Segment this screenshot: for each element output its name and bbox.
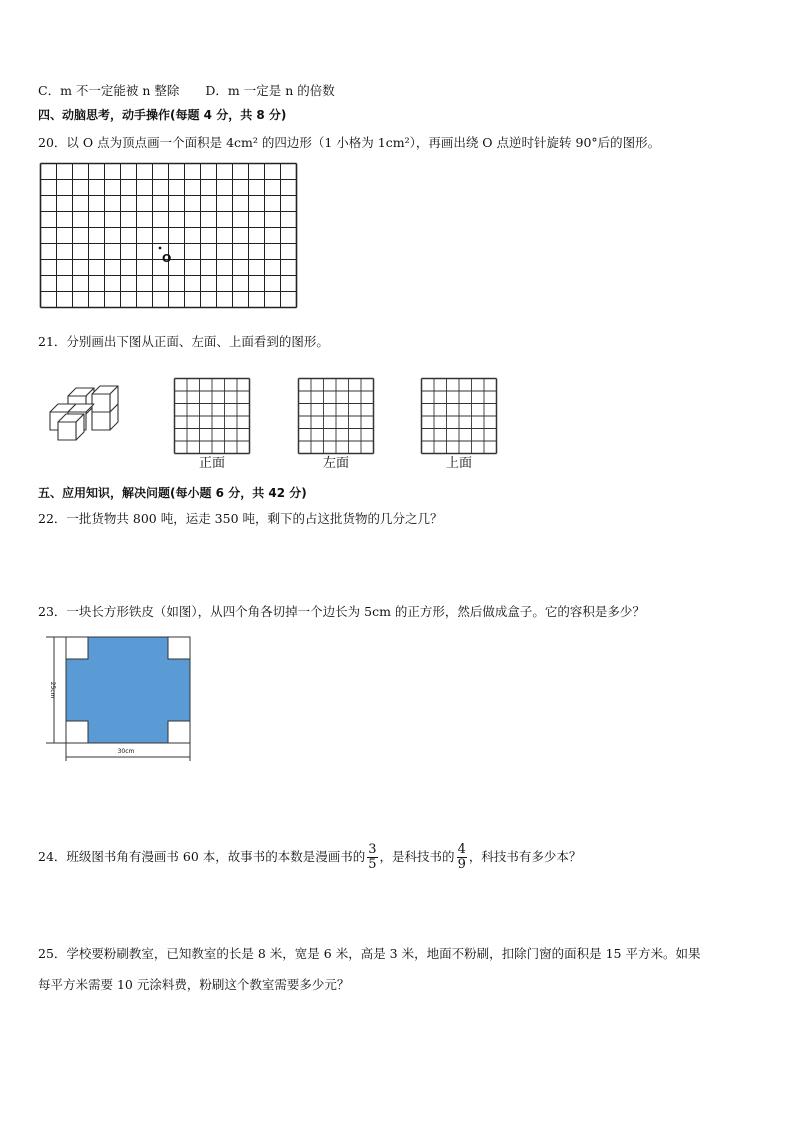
q20-grid bbox=[40, 163, 300, 319]
top-view-grid bbox=[421, 378, 497, 454]
cut-corner-bottom-right bbox=[168, 721, 190, 743]
q24-part2: ，是科技书的 bbox=[379, 849, 455, 864]
question-25-line-2: 每平方米需要 10 元涂料费，粉刷这个教室需要多少元？ bbox=[38, 977, 350, 992]
frac2-numerator: 4 bbox=[457, 842, 466, 857]
height-label: 25cm bbox=[49, 681, 56, 699]
question-20-text: 20．以 O 点为顶点画一个面积是 4cm² 的四边形（1 小格为 1cm²），再画出绕 O 点逆时针旋转 90°后的图形。 bbox=[38, 135, 661, 150]
point-o-marker bbox=[159, 247, 162, 250]
frac2-denominator: 9 bbox=[457, 857, 466, 872]
cube-solid-figure bbox=[44, 384, 136, 448]
option-d: D．m 一定是 n 的倍数 bbox=[205, 83, 335, 98]
q24-part1: 24．班级图书角有漫画书 60 本，故事书的本数是漫画书的 bbox=[38, 849, 366, 864]
frac1-denominator: 5 bbox=[368, 857, 377, 872]
fraction-three-fifths bbox=[367, 843, 377, 872]
frac1-numerator: 3 bbox=[368, 842, 377, 857]
question-25-line-1: 25．学校要粉刷教室，已知教室的长是 8 米，宽是 6 米，高是 3 米，地面不粉刷，扣除门窗的面积是 15 平方米。如果 bbox=[38, 946, 701, 961]
cut-corner-bottom-left bbox=[66, 721, 88, 743]
width-label: 30cm bbox=[117, 748, 135, 755]
option-c: C．m 不一定能被 n 整除 bbox=[38, 83, 180, 98]
question-24-text bbox=[38, 839, 581, 875]
cut-corner-top-right bbox=[168, 637, 190, 659]
cut-corner-top-left bbox=[66, 637, 88, 659]
left-view-label: 左面 bbox=[323, 456, 350, 471]
iron-sheet-diagram bbox=[40, 633, 200, 761]
question-23-text: 23．一块长方形铁皮（如图），从四个角各切掉一个边长为 5cm 的正方形，然后做成盒子。它的容积是多少？ bbox=[38, 604, 645, 619]
section-4-heading: 四、动脑思考，动手操作(每题 4 分，共 8 分) bbox=[38, 108, 287, 122]
question-21-text: 21．分别画出下图从正面、左面、上面看到的图形。 bbox=[38, 334, 329, 349]
q24-part3: ，科技书有多少本？ bbox=[468, 849, 582, 864]
front-view-grid bbox=[174, 378, 250, 454]
question-22-text: 22．一批货物共 800 吨，运走 350 吨，剩下的占这批货物的几分之几？ bbox=[38, 511, 443, 526]
top-view-label: 上面 bbox=[446, 456, 473, 471]
point-o-label: O bbox=[162, 252, 172, 265]
fraction-four-ninths bbox=[457, 843, 467, 872]
section-5-heading: 五、应用知识，解决问题(每小题 6 分，共 42 分) bbox=[38, 486, 307, 500]
options-line bbox=[38, 82, 335, 100]
front-view-label: 正面 bbox=[199, 456, 226, 471]
left-view-grid bbox=[298, 378, 374, 454]
